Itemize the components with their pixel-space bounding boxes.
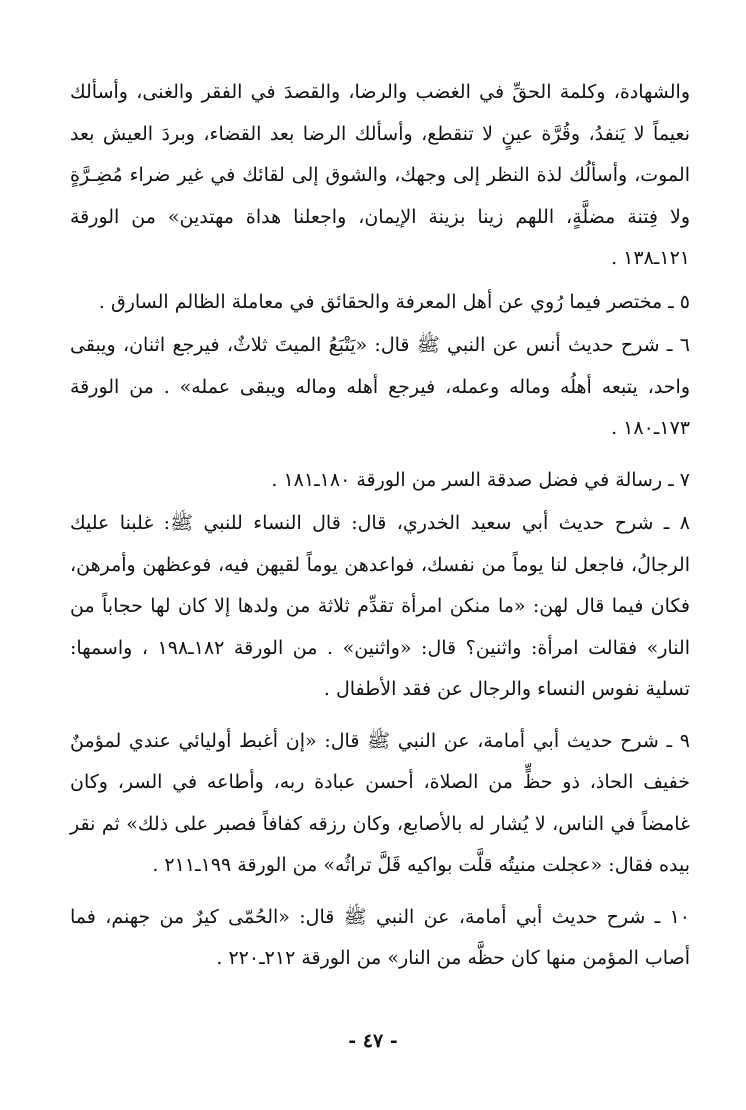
page-number: - ٤٧ - [348,1030,398,1052]
document-body [70,72,690,980]
item-5: ٥ ـ مختصر فيما رُوي عن أهل المعرفة والحقائق في معاملة الظالم السارق . [98,290,690,313]
item-10: ١٠ ـ شرح حديث أبي أمامة، عن النبي ﷺ قال: «الحُمّى كيرٌ من جهنم، فما أصاب المؤمن منها كان حظَّه من النار» من الورقة ٢١٢ـ٢٢٠ . [70,905,690,969]
item-8: ٨ ـ شرح حديث أبي سعيد الخدري، قال: قال النساء للنبي ﷺ: غلبنا عليك الرجالُ، فاجعل لنا يوماً من نفسك، فواعدهن يوماً لقيهن فيه، فوعظهن وأمرهن، فكان فيما قال لهن: «ما منكن امرأة تقدِّم ثلاثة من ولدها إلا كان لها حجاباً من النار» فقالت امرأة: واثنين؟ قال: «واثنين» . من الورقة ١٨٢ـ١٩٨ ، واسمها: تسلية نفوس النساء والرجال عن فقد الأطفال . [70,512,690,700]
paragraph-continuation: والشهادة، وكلمة الحقِّ في الغضب والرضا، والقصدَ في الفقر والغنى، وأسألك نعيماً لا يَنفدُ، وقُرَّة عينٍ لا تنقطع، وأسألك الرضا بعد القضاء، وبردَ العيش بعد الموت، وأسألُك لذة النظر إلى وجهك، والشوق إلى لقائك في غير ضراء مُضِـرَّةٍ ولا فِتنة مضلَّةٍ، اللهم زينا بزينة الإيمان، واجعلنا هداة مهتدين» من الورقة ١٢١ـ١٣٨ . [70,81,690,269]
item-9: ٩ ـ شرح حديث أبي أمامة، عن النبي ﷺ قال: «إن أغبط أوليائي عندي لمؤمنٌ خفيف الحاذ، ذو حظٍّ من الصلاة، أحسن عبادة ربه، وأطاعه في السر، وكان غامضاً في الناس، لا يُشار له بالأصابع، وكان رزقه كفافاً فصبر على ذلك» ثم نقر بيده فقال: «عجلت منيتُه قلَّت بواكيه قَلَّ تراثُه» من الورقة ١٩٩ـ٢١١ . [70,729,690,876]
item-6: ٦ ـ شرح حديث أنس عن النبي ﷺ قال: «يَتْبَعُ الميتَ ثلاثٌ، فيرجع اثنان، ويبقى واحد، يتبعه أهلُه وماله وعمله، فيرجع أهله وماله ويبقى عمله» . من الورقة ١٧٣ـ١٨٠ . [70,334,690,439]
item-7: ٧ ـ رسالة في فضل صدقة السر من الورقة ١٨٠ـ١٨١ . [271,468,690,491]
